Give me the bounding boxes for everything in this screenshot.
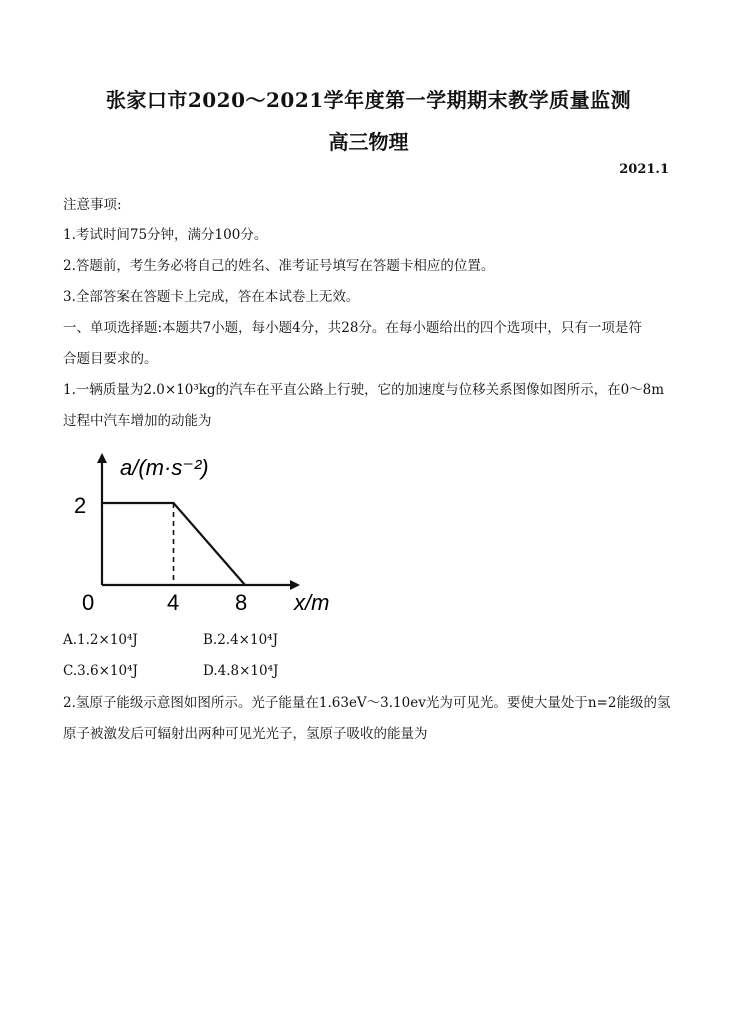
q1-text-line2: 过程中汽车增加的动能为	[63, 413, 212, 429]
note-item-2: 2.答题前，考生务必将自己的姓名、准考证号填写在答题卡相应的位置。	[63, 258, 495, 274]
section1-instructions-line1: 一、单项选择题:本题共7小题，每小题4分，共28分。在每小题给出的四个选项中，只有一项是符	[63, 320, 642, 336]
q2-text-line2: 原子被激发后可辐射出两种可见光光子，氢原子吸收的能量为	[63, 726, 428, 742]
q1-option-a: A.1.2×10⁴J	[63, 632, 138, 648]
origin-label: 0	[82, 590, 95, 615]
y-axis-label: a/(m·s⁻²)	[120, 455, 209, 480]
q2-text-line1: 2.氢原子能级示意图如图所示。光子能量在1.63eV～3.10ev光为可见光。要使大量处于n=2能级的氢	[63, 695, 671, 711]
exam-title: 张家口市2020～2021学年度第一学期期末教学质量监测	[105, 88, 632, 112]
y-tick-label: 2	[74, 493, 87, 518]
q1-acceleration-graph	[60, 445, 360, 620]
q1-option-c: C.3.6×10⁴J	[63, 663, 138, 679]
q1-text-line1: 1.一辆质量为2.0×10³kg的汽车在平直公路上行驶，它的加速度与位移关系图像如图所示，在0～8m	[63, 382, 665, 398]
q1-option-d: D.4.8×10⁴J	[203, 663, 279, 679]
exam-date: 2021.1	[619, 162, 669, 177]
q1-option-b: B.2.4×10⁴J	[203, 632, 278, 648]
notes-heading: 注意事项:	[63, 197, 122, 213]
exam-subtitle: 高三物理	[328, 130, 409, 154]
x-axis-label: x/m	[294, 590, 330, 615]
note-item-3: 3.全部答案在答题卡上完成，答在本试卷上无效。	[63, 289, 360, 305]
x-tick-label-4: 4	[167, 590, 180, 615]
note-item-1: 1.考试时间75分钟，满分100分。	[63, 227, 268, 243]
x-tick-label-8: 8	[235, 590, 248, 615]
section1-instructions-line2: 合题目要求的。	[63, 351, 158, 367]
